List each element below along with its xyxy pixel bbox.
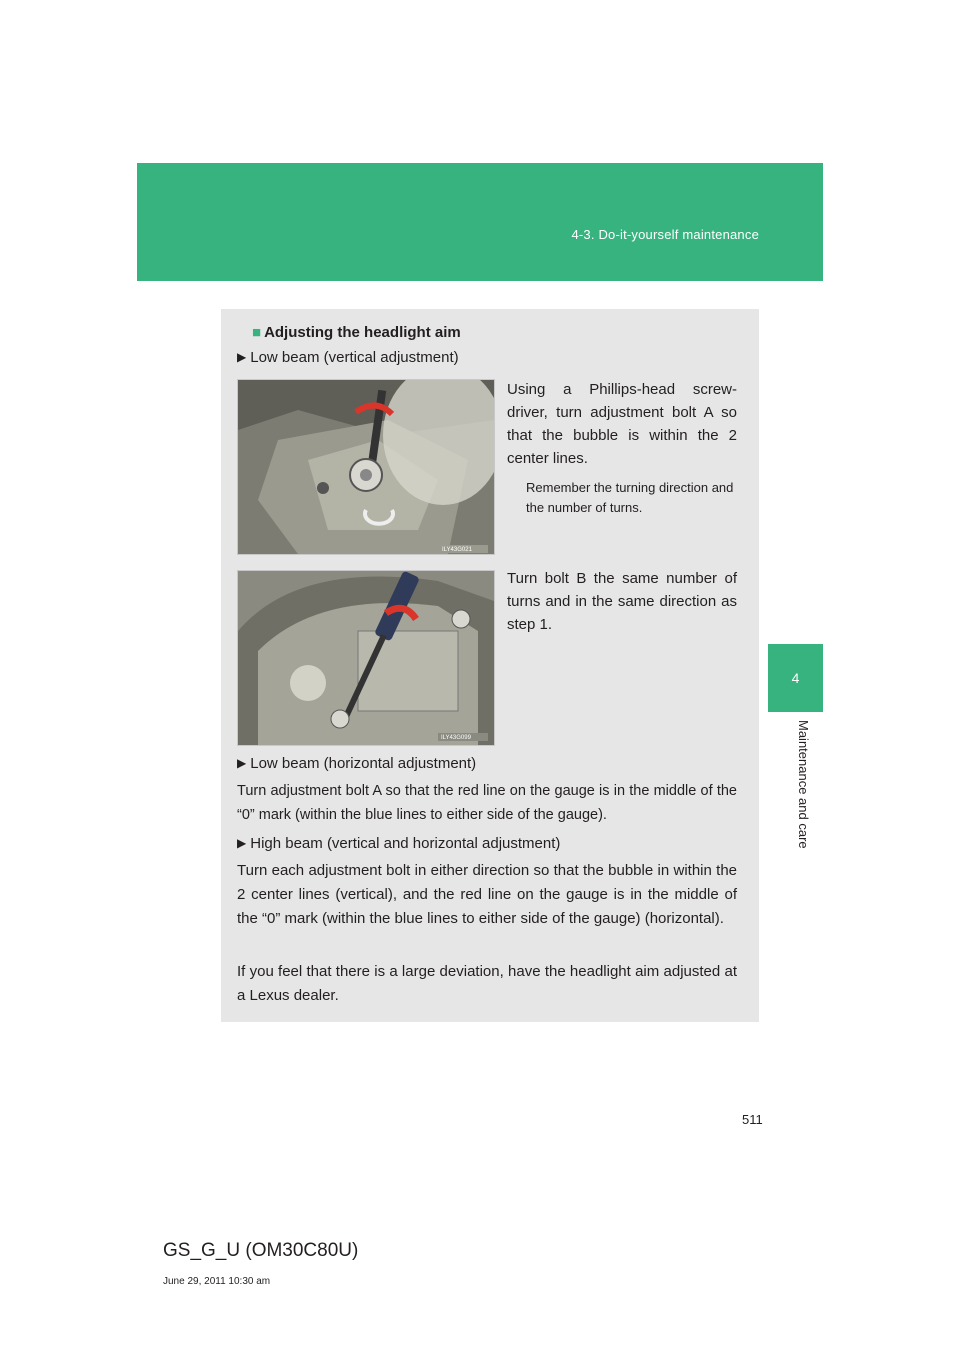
subheading-low-beam-vertical: ▶ Low beam (vertical adjustment) bbox=[237, 349, 459, 366]
triangle-right-icon: ▶ bbox=[237, 350, 247, 364]
heading-text: Adjusting the headlight aim bbox=[264, 324, 461, 341]
deviation-note: If you feel that there is a large deviation, have the headlight aim adjusted at a Lexus dealer. bbox=[237, 963, 737, 1004]
square-bullet-icon: ■ bbox=[252, 324, 262, 341]
headlight-photo-bolt-a bbox=[237, 379, 495, 555]
image-label: ILY43G099 bbox=[441, 735, 471, 741]
section-title: 4-3. Do-it-yourself maintenance bbox=[571, 227, 759, 242]
image-label: ILY43G021 bbox=[442, 547, 472, 553]
step1-text: Using a Phillips-head screw-driver, turn adjustment bolt A so that the bubble is within the 2 center lines. bbox=[507, 381, 737, 467]
high-beam-text: Turn each adjustment bolt in either direction so that the bubble in within the 2 center lines (vertical), and the red line on the gauge is in the middle of the “0” mark (within the blue lines to either side of the gauge) (horizontal). bbox=[237, 862, 737, 927]
page-number: 511 bbox=[742, 1112, 763, 1127]
chapter-tab bbox=[768, 644, 823, 712]
headlight-photo-bolt-b bbox=[237, 570, 495, 746]
subheading-high-beam: ▶ High beam (vertical and horizontal adjustment) bbox=[237, 835, 561, 852]
chapter-number: 4 bbox=[791, 670, 800, 686]
chapter-label: Maintenance and care bbox=[796, 720, 811, 849]
subheading-low-beam-horizontal: ▶ Low beam (horizontal adjustment) bbox=[237, 755, 477, 772]
section-heading bbox=[252, 324, 461, 341]
step2-text: Turn bolt B the same number of turns and in the same direction as step 1. bbox=[507, 570, 737, 633]
doc-code: GS_G_U (OM30C80U) bbox=[163, 1240, 359, 1261]
doc-date: June 29, 2011 10:30 am bbox=[163, 1276, 271, 1287]
step1-note: Remember the turning direction and the number of turns. bbox=[526, 480, 734, 515]
triangle-right-icon: ▶ bbox=[237, 756, 247, 770]
triangle-right-icon: ▶ bbox=[237, 836, 247, 850]
header-bar bbox=[137, 163, 823, 281]
low-beam-horizontal-text: Turn adjustment bolt A so that the red line on the gauge is in the middle of the “0” mark (within the blue lines to either side of the gauge). bbox=[237, 783, 737, 823]
headlight-illustration-2 bbox=[238, 571, 494, 745]
headlight-illustration-1 bbox=[238, 380, 494, 554]
